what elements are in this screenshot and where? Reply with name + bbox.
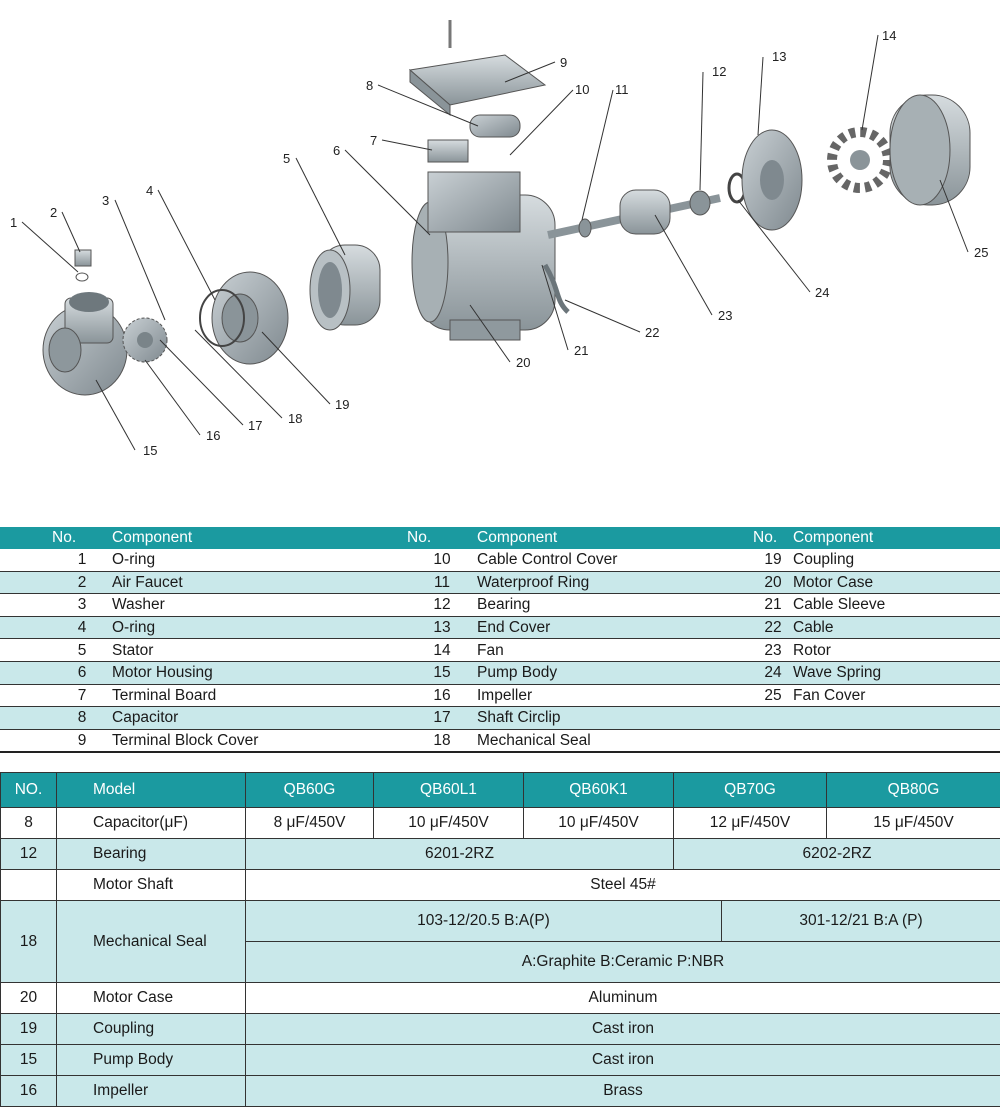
part-end-cover [742, 130, 802, 230]
table-row [0, 571, 1000, 594]
part-no [753, 707, 793, 730]
header-no-1: No. [52, 527, 112, 549]
seal-value-b: 301-12/21 B:A (P) [722, 901, 1000, 942]
part-no: 9 [52, 729, 112, 752]
part-name: O-ring [112, 616, 387, 639]
part-no: 7 [52, 684, 112, 707]
header-model: Model [57, 773, 246, 808]
spec-row-capacitor [1, 808, 1000, 839]
part-motor-housing [412, 172, 555, 340]
callout-3: 3 [102, 193, 110, 208]
callout-25: 25 [974, 245, 989, 260]
table-row [0, 616, 1000, 639]
callout-13: 13 [772, 49, 787, 64]
part-no: 2 [52, 571, 112, 594]
bearing-value-b: 6202-2RZ [674, 839, 1000, 870]
capacitor-value: 8 μF/450V [246, 808, 374, 839]
callout-20: 20 [516, 355, 531, 370]
row-name: Capacitor(μF) [57, 808, 246, 839]
seal-legend: A:Graphite B:Ceramic P:NBR [246, 942, 1000, 983]
part-name: Cable Sleeve [793, 594, 1000, 617]
part-name: Air Faucet [112, 571, 387, 594]
row-no: 18 [1, 901, 57, 983]
row-no: 15 [1, 1045, 57, 1076]
motor-case-value: Aluminum [246, 983, 1000, 1014]
header-no-2: No. [407, 527, 477, 549]
parts-header-row [0, 527, 1000, 549]
part-name: Wave Spring [793, 661, 1000, 684]
part-name: Cable Control Cover [477, 549, 720, 571]
part-no: 24 [753, 661, 793, 684]
impeller-value: Brass [246, 1076, 1000, 1107]
row-name: Coupling [57, 1014, 246, 1045]
callout-5: 5 [283, 151, 291, 166]
part-name: Cable [793, 616, 1000, 639]
part-name: Washer [112, 594, 387, 617]
part-name: Capacitor [112, 707, 387, 730]
part-name: Impeller [477, 684, 720, 707]
part-pump-body [43, 292, 127, 395]
part-no: 13 [407, 616, 477, 639]
part-terminal-block-cover [410, 20, 545, 115]
part-no: 18 [407, 729, 477, 752]
row-name: Motor Shaft [57, 870, 246, 901]
spec-row-bearing [1, 839, 1000, 870]
part-rotor [548, 190, 720, 237]
model-qb60k1: QB60K1 [524, 773, 674, 808]
callout-8: 8 [366, 78, 374, 93]
part-no: 1 [52, 549, 112, 571]
part-name [793, 707, 1000, 730]
part-name: End Cover [477, 616, 720, 639]
row-name: Bearing [57, 839, 246, 870]
part-no: 12 [407, 594, 477, 617]
part-name: Coupling [793, 549, 1000, 571]
callout-22: 22 [645, 325, 660, 340]
callout-14: 14 [882, 28, 897, 43]
part-name [793, 729, 1000, 752]
seal-value-a: 103-12/20.5 B:A(P) [246, 901, 722, 942]
part-name: Fan Cover [793, 684, 1000, 707]
callout-10: 10 [575, 82, 590, 97]
spec-row-shaft [1, 870, 1000, 901]
part-no: 23 [753, 639, 793, 662]
row-name: Impeller [57, 1076, 246, 1107]
callout-16: 16 [206, 428, 221, 443]
part-name: Pump Body [477, 661, 720, 684]
part-name: Motor Housing [112, 661, 387, 684]
exploded-view-diagram [0, 0, 1000, 470]
callout-4: 4 [146, 183, 154, 198]
spec-header-row [1, 773, 1000, 808]
part-no [753, 729, 793, 752]
callout-9: 9 [560, 55, 568, 70]
callout-2: 2 [50, 205, 58, 220]
part-no: 4 [52, 616, 112, 639]
part-fan-cover [890, 95, 970, 205]
model-qb60g: QB60G [246, 773, 374, 808]
part-name: Stator [112, 639, 387, 662]
spec-row-coupling [1, 1014, 1000, 1045]
part-name: Fan [477, 639, 720, 662]
callout-1: 1 [10, 215, 18, 230]
row-no: 16 [1, 1076, 57, 1107]
part-no: 14 [407, 639, 477, 662]
table-row [0, 594, 1000, 617]
row-name: Motor Case [57, 983, 246, 1014]
part-name: Terminal Board [112, 684, 387, 707]
part-no: 21 [753, 594, 793, 617]
row-name: Pump Body [57, 1045, 246, 1076]
part-no: 25 [753, 684, 793, 707]
part-no: 5 [52, 639, 112, 662]
part-no: 19 [753, 549, 793, 571]
table-row [0, 707, 1000, 730]
callout-24: 24 [815, 285, 830, 300]
capacitor-value: 10 μF/450V [374, 808, 524, 839]
row-no [1, 870, 57, 901]
callout-21: 21 [574, 343, 589, 358]
capacitor-value: 10 μF/450V [524, 808, 674, 839]
spec-row-motor-case [1, 983, 1000, 1014]
spec-row-seal [1, 901, 1000, 942]
part-no: 3 [52, 594, 112, 617]
callout-12: 12 [712, 64, 727, 79]
callout-7: 7 [370, 133, 378, 148]
part-name: Waterproof Ring [477, 571, 720, 594]
callout-17: 17 [248, 418, 263, 433]
header-component-2: Component [477, 527, 720, 549]
pump-body-value: Cast iron [246, 1045, 1000, 1076]
part-terminal-board [428, 140, 468, 162]
callout-19: 19 [335, 397, 350, 412]
model-qb80g: QB80G [827, 773, 1000, 808]
part-name: O-ring [112, 549, 387, 571]
header-component-3: Component [793, 527, 1000, 549]
header-no: NO. [1, 773, 57, 808]
parts-list-table [0, 527, 1000, 753]
part-no: 11 [407, 571, 477, 594]
callout-18: 18 [288, 411, 303, 426]
table-row [0, 639, 1000, 662]
row-no: 19 [1, 1014, 57, 1045]
part-no: 6 [52, 661, 112, 684]
part-name: Rotor [793, 639, 1000, 662]
header-component-1: Component [112, 527, 387, 549]
capacitor-value: 15 μF/450V [827, 808, 1000, 839]
model-qb70g: QB70G [674, 773, 827, 808]
part-no: 15 [407, 661, 477, 684]
table-row [0, 684, 1000, 707]
callout-6: 6 [333, 143, 341, 158]
row-no: 8 [1, 808, 57, 839]
part-name: Mechanical Seal [477, 729, 720, 752]
spec-row-impeller [1, 1076, 1000, 1107]
part-no: 20 [753, 571, 793, 594]
row-no: 20 [1, 983, 57, 1014]
part-no: 8 [52, 707, 112, 730]
part-name: Motor Case [793, 571, 1000, 594]
shaft-value: Steel 45# [246, 870, 1000, 901]
part-air-faucet [75, 250, 91, 281]
part-name: Terminal Block Cover [112, 729, 387, 752]
table-row [0, 549, 1000, 571]
coupling-value: Cast iron [246, 1014, 1000, 1045]
part-no: 10 [407, 549, 477, 571]
header-no-3: No. [753, 527, 793, 549]
part-name: Bearing [477, 594, 720, 617]
specification-table [0, 772, 1000, 1107]
table-row [0, 729, 1000, 752]
model-qb60l1: QB60L1 [374, 773, 524, 808]
capacitor-value: 12 μF/450V [674, 808, 827, 839]
callout-23: 23 [718, 308, 733, 323]
callout-11: 11 [615, 82, 629, 97]
part-no: 17 [407, 707, 477, 730]
table-row [0, 661, 1000, 684]
part-no: 22 [753, 616, 793, 639]
row-name: Mechanical Seal [57, 901, 246, 983]
callout-15: 15 [143, 443, 158, 458]
spec-row-pump-body [1, 1045, 1000, 1076]
part-stator [310, 245, 380, 330]
part-fan [832, 132, 888, 188]
part-name: Shaft Circlip [477, 707, 720, 730]
bearing-value-a: 6201-2RZ [246, 839, 674, 870]
part-coupling [200, 272, 288, 364]
part-no: 16 [407, 684, 477, 707]
row-no: 12 [1, 839, 57, 870]
